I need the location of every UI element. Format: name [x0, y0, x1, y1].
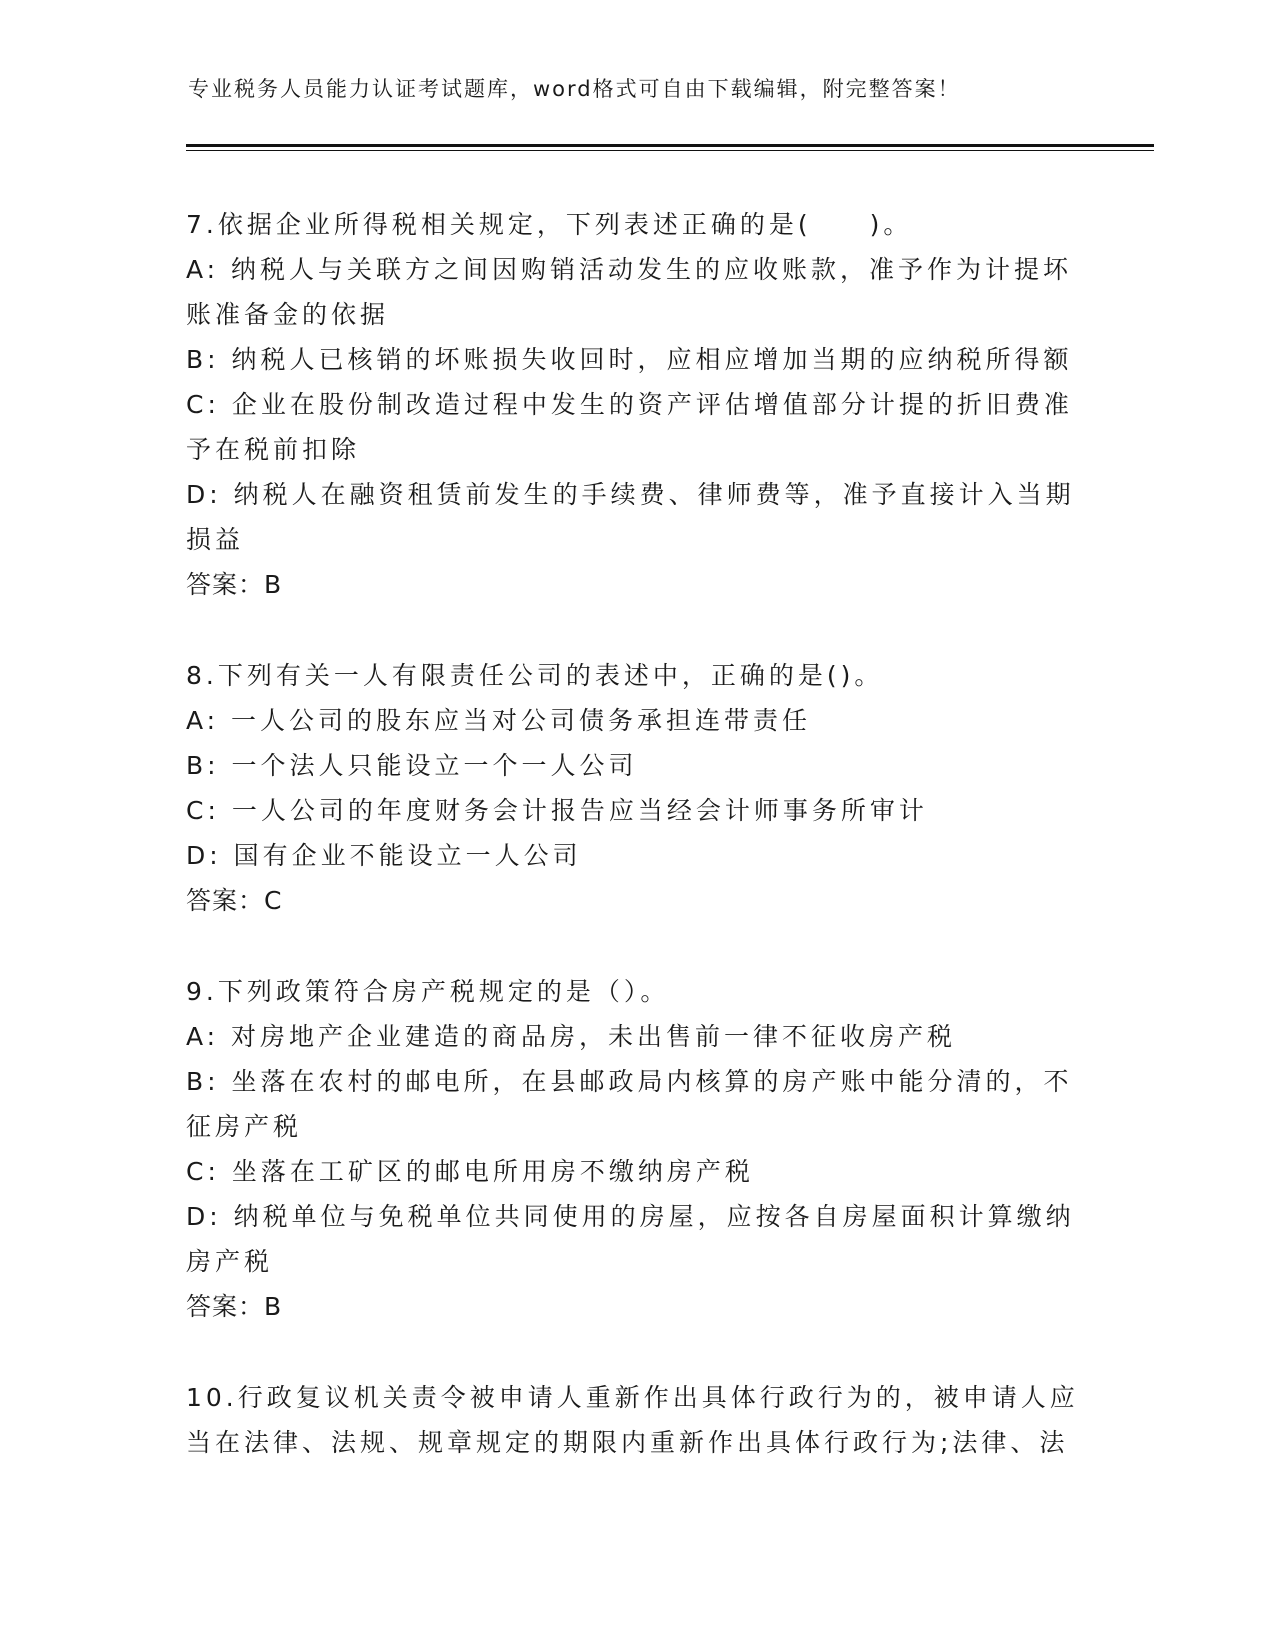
option-d: D: 国有企业不能设立一人公司 — [186, 841, 582, 870]
question-stem: 10.行政复议机关责令被申请人重新作出具体行政行为的，被申请人应当在法律、法规、规章规定的期限内重新作出具体行政行为;法律、法 — [186, 1383, 1079, 1457]
question-9 — [186, 969, 1086, 1329]
option-b: B: 一个法人只能设立一个一人公司 — [186, 751, 638, 780]
option-c: C: 坐落在工矿区的邮电所用房不缴纳房产税 — [186, 1157, 754, 1186]
option-a: A: 对房地产企业建造的商品房，未出售前一律不征收房产税 — [186, 1022, 957, 1051]
answer: 答案：B — [186, 1292, 283, 1321]
question-7 — [186, 202, 1086, 607]
question-stem: 7.依据企业所得税相关规定，下列表述正确的是( )。 — [186, 210, 913, 239]
option-d: D: 纳税单位与免税单位共同使用的房屋，应按各自房屋面积计算缴纳房产税 — [186, 1202, 1075, 1276]
header-divider-thin — [186, 150, 1154, 151]
option-a: A: 一人公司的股东应当对公司债务承担连带责任 — [186, 706, 812, 735]
question-8 — [186, 653, 1086, 923]
option-c: C: 企业在股份制改造过程中发生的资产评估增值部分计提的折旧费准予在税前扣除 — [186, 390, 1073, 464]
page-header: 专业税务人员能力认证考试题库，word格式可自由下载编辑，附完整答案！ — [188, 77, 961, 101]
option-d: D: 纳税人在融资租赁前发生的手续费、律师费等，准予直接计入当期损益 — [186, 480, 1075, 554]
answer: 答案：B — [186, 570, 283, 599]
question-list — [186, 202, 1086, 1511]
question-10 — [186, 1375, 1086, 1465]
option-a: A: 纳税人与关联方之间因购销活动发生的应收账款，准予作为计提坏账准备金的依据 — [186, 255, 1073, 329]
question-stem: 9.下列政策符合房产税规定的是（）。 — [186, 977, 670, 1006]
option-b: B: 坐落在农村的邮电所，在县邮政局内核算的房产账中能分清的，不征房产税 — [186, 1067, 1073, 1141]
option-b: B: 纳税人已核销的坏账损失收回时，应相应增加当期的应纳税所得额 — [186, 345, 1073, 374]
header-divider-thick — [186, 144, 1154, 147]
answer: 答案：C — [186, 886, 283, 915]
question-stem: 8.下列有关一人有限责任公司的表述中，正确的是()。 — [186, 661, 884, 690]
option-c: C: 一人公司的年度财务会计报告应当经会计师事务所审计 — [186, 796, 928, 825]
